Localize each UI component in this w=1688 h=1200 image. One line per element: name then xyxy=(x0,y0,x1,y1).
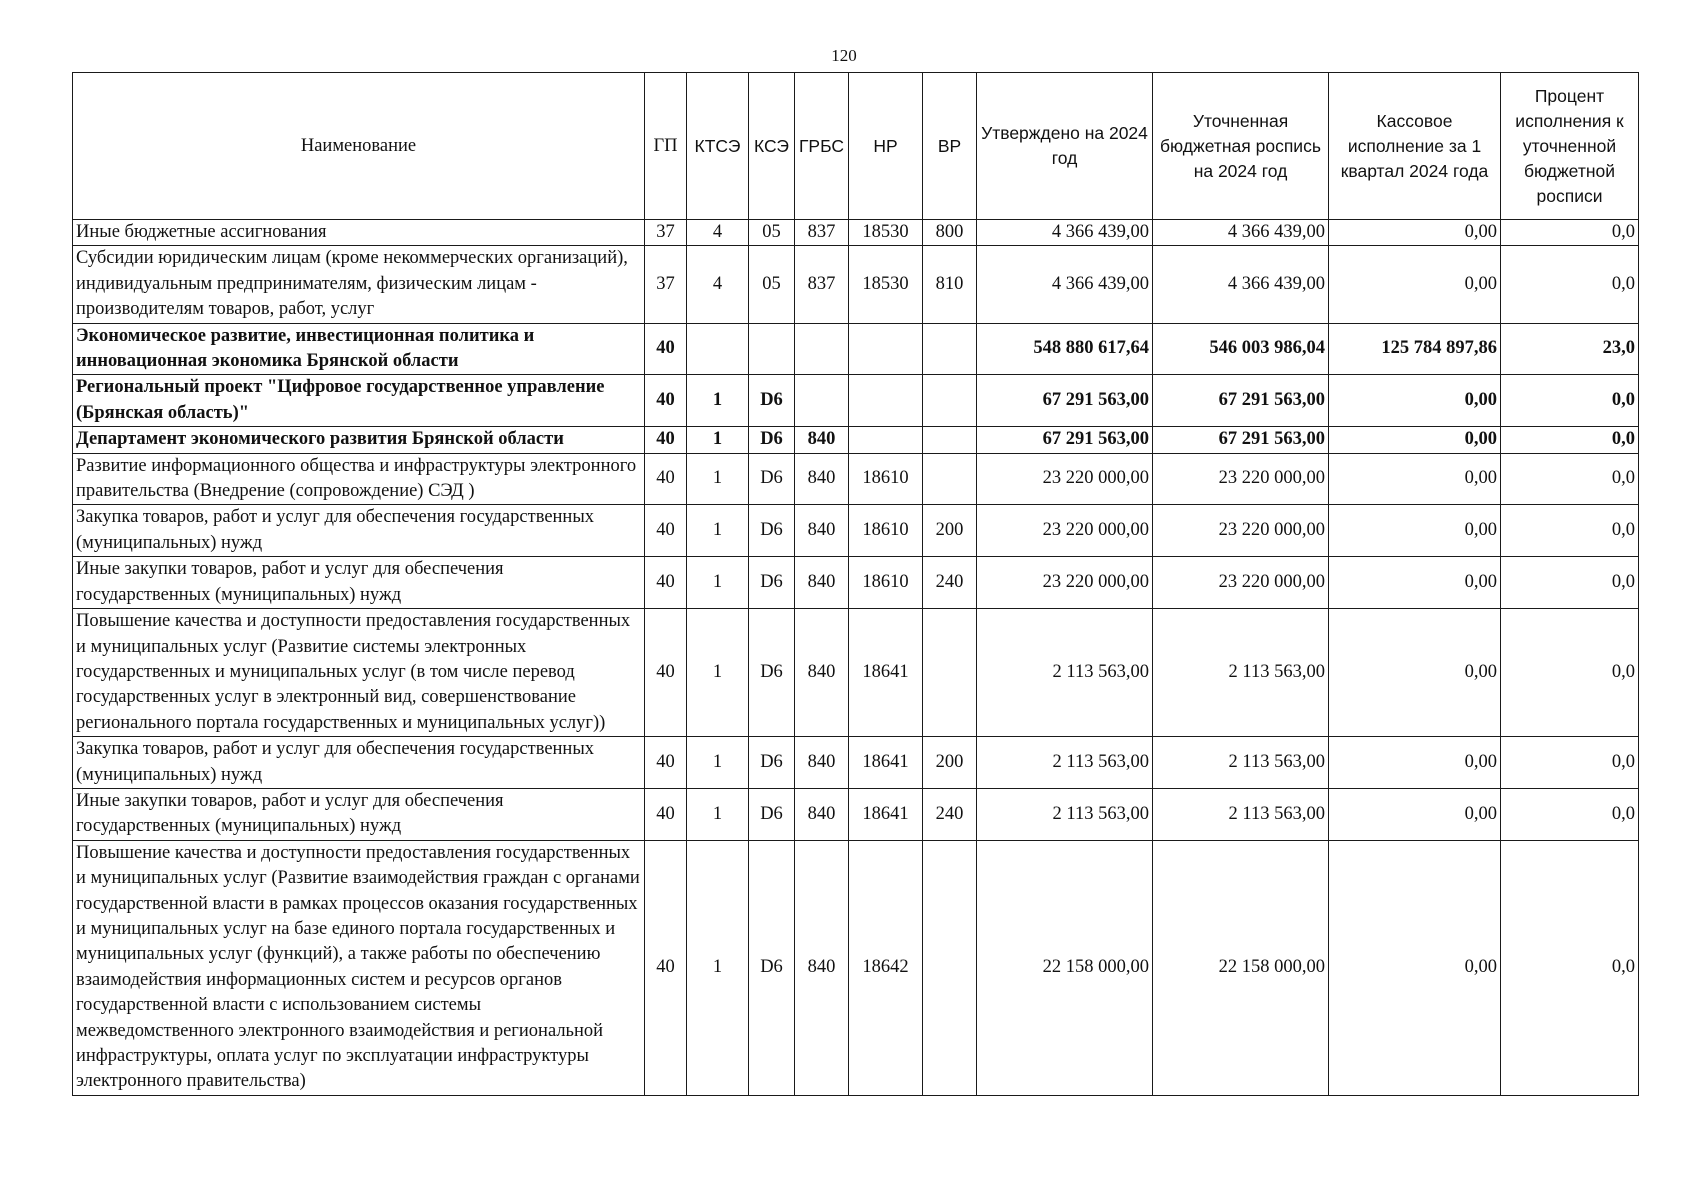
cell-cash: 0,00 xyxy=(1329,609,1501,737)
cell-grbs: 837 xyxy=(795,220,849,246)
cell-refined: 546 003 986,04 xyxy=(1153,323,1329,375)
cell-grbs: 840 xyxy=(795,505,849,557)
cell-name: Департамент экономического развития Брянской области xyxy=(73,427,645,453)
cell-nr: 18641 xyxy=(849,737,923,789)
table-row xyxy=(73,788,1639,840)
cell-kse: 05 xyxy=(749,220,795,246)
header-vr: ВР xyxy=(923,73,977,220)
cell-vr xyxy=(923,609,977,737)
cell-grbs: 840 xyxy=(795,609,849,737)
cell-percent: 0,0 xyxy=(1501,427,1639,453)
cell-grbs: 840 xyxy=(795,427,849,453)
table-row xyxy=(73,246,1639,323)
cell-name: Повышение качества и доступности предоставления государственных и муниципальных услуг (Развитие системы электронных государственных и муниципальных услуг (в том числе перевод государственных услуг в электронный вид, совершенствование регионального портала государственных и муниципальных услуг)) xyxy=(73,609,645,737)
cell-name: Закупка товаров, работ и услуг для обеспечения государственных (муниципальных) нужд xyxy=(73,505,645,557)
cell-nr: 18610 xyxy=(849,557,923,609)
cell-gp: 37 xyxy=(645,220,687,246)
cell-refined: 23 220 000,00 xyxy=(1153,453,1329,505)
cell-nr: 18610 xyxy=(849,453,923,505)
cell-vr: 810 xyxy=(923,246,977,323)
header-ktse: КТСЭ xyxy=(687,73,749,220)
cell-vr: 200 xyxy=(923,737,977,789)
cell-cash: 0,00 xyxy=(1329,557,1501,609)
cell-nr: 18530 xyxy=(849,220,923,246)
budget-table xyxy=(72,72,1639,1096)
cell-refined: 22 158 000,00 xyxy=(1153,840,1329,1095)
cell-refined: 23 220 000,00 xyxy=(1153,557,1329,609)
cell-grbs: 840 xyxy=(795,840,849,1095)
cell-grbs: 837 xyxy=(795,246,849,323)
cell-name: Иные бюджетные ассигнования xyxy=(73,220,645,246)
cell-ktse: 1 xyxy=(687,737,749,789)
cell-gp: 40 xyxy=(645,557,687,609)
cell-approved: 2 113 563,00 xyxy=(977,609,1153,737)
cell-name: Субсидии юридическим лицам (кроме некоммерческих организаций), индивидуальным предпринимателям, физическим лицам - производителям товаров, работ, услуг xyxy=(73,246,645,323)
cell-approved: 4 366 439,00 xyxy=(977,220,1153,246)
cell-grbs xyxy=(795,375,849,427)
cell-refined: 4 366 439,00 xyxy=(1153,246,1329,323)
cell-ktse: 1 xyxy=(687,609,749,737)
cell-gp: 40 xyxy=(645,609,687,737)
cell-cash: 0,00 xyxy=(1329,220,1501,246)
cell-vr xyxy=(923,840,977,1095)
cell-ktse: 4 xyxy=(687,246,749,323)
cell-vr xyxy=(923,375,977,427)
header-gp: ГП xyxy=(645,73,687,220)
cell-nr xyxy=(849,427,923,453)
cell-vr: 200 xyxy=(923,505,977,557)
cell-vr: 800 xyxy=(923,220,977,246)
cell-percent: 0,0 xyxy=(1501,453,1639,505)
cell-nr: 18642 xyxy=(849,840,923,1095)
cell-vr: 240 xyxy=(923,557,977,609)
cell-refined: 67 291 563,00 xyxy=(1153,375,1329,427)
cell-kse: D6 xyxy=(749,505,795,557)
cell-percent: 0,0 xyxy=(1501,505,1639,557)
cell-gp: 37 xyxy=(645,246,687,323)
cell-kse xyxy=(749,323,795,375)
cell-percent: 23,0 xyxy=(1501,323,1639,375)
table-row xyxy=(73,427,1639,453)
cell-refined: 2 113 563,00 xyxy=(1153,737,1329,789)
cell-refined: 2 113 563,00 xyxy=(1153,788,1329,840)
cell-gp: 40 xyxy=(645,840,687,1095)
cell-name: Закупка товаров, работ и услуг для обеспечения государственных (муниципальных) нужд xyxy=(73,737,645,789)
cell-nr: 18610 xyxy=(849,505,923,557)
cell-grbs xyxy=(795,323,849,375)
header-cash: Кассовое исполнение за 1 квартал 2024 года xyxy=(1329,73,1501,220)
cell-name: Иные закупки товаров, работ и услуг для обеспечения государственных (муниципальных) нужд xyxy=(73,557,645,609)
cell-refined: 2 113 563,00 xyxy=(1153,609,1329,737)
cell-ktse: 1 xyxy=(687,453,749,505)
cell-percent: 0,0 xyxy=(1501,609,1639,737)
table-row xyxy=(73,375,1639,427)
cell-kse: D6 xyxy=(749,453,795,505)
header-percent: Процент исполнения к уточненной бюджетной росписи xyxy=(1501,73,1639,220)
cell-vr xyxy=(923,453,977,505)
table-header xyxy=(73,73,1639,220)
cell-ktse: 1 xyxy=(687,505,749,557)
cell-cash: 0,00 xyxy=(1329,427,1501,453)
cell-ktse: 1 xyxy=(687,375,749,427)
cell-name: Повышение качества и доступности предоставления государственных и муниципальных услуг (Развитие взаимодействия граждан с органами государственной власти в рамках процессов оказания государственных и муниципальных услуг на базе единого портала государственных и муниципальных услуг (функций), а также работы по обеспечению взаимодействия информационных систем и ресурсов органов государственной власти с использованием системы межведомственного электронного взаимодействия и региональной инфраструктуры, оплата услуг по эксплуатации инфраструктуры электронного правительства) xyxy=(73,840,645,1095)
cell-gp: 40 xyxy=(645,737,687,789)
cell-cash: 0,00 xyxy=(1329,840,1501,1095)
cell-gp: 40 xyxy=(645,505,687,557)
cell-nr: 18641 xyxy=(849,609,923,737)
cell-cash: 0,00 xyxy=(1329,453,1501,505)
cell-refined: 23 220 000,00 xyxy=(1153,505,1329,557)
header-refined: Уточненная бюджетная роспись на 2024 год xyxy=(1153,73,1329,220)
table-row xyxy=(73,220,1639,246)
cell-ktse: 1 xyxy=(687,788,749,840)
table-row xyxy=(73,737,1639,789)
cell-approved: 22 158 000,00 xyxy=(977,840,1153,1095)
cell-ktse: 4 xyxy=(687,220,749,246)
cell-cash: 125 784 897,86 xyxy=(1329,323,1501,375)
cell-kse: D6 xyxy=(749,788,795,840)
cell-percent: 0,0 xyxy=(1501,840,1639,1095)
cell-approved: 23 220 000,00 xyxy=(977,453,1153,505)
cell-approved: 2 113 563,00 xyxy=(977,788,1153,840)
cell-percent: 0,0 xyxy=(1501,788,1639,840)
cell-percent: 0,0 xyxy=(1501,220,1639,246)
cell-nr xyxy=(849,323,923,375)
cell-cash: 0,00 xyxy=(1329,246,1501,323)
cell-kse: D6 xyxy=(749,609,795,737)
header-approved: Утверждено на 2024 год xyxy=(977,73,1153,220)
cell-gp: 40 xyxy=(645,323,687,375)
cell-cash: 0,00 xyxy=(1329,737,1501,789)
cell-ktse: 1 xyxy=(687,840,749,1095)
table-row xyxy=(73,323,1639,375)
cell-approved: 548 880 617,64 xyxy=(977,323,1153,375)
cell-cash: 0,00 xyxy=(1329,788,1501,840)
table-row xyxy=(73,609,1639,737)
cell-gp: 40 xyxy=(645,375,687,427)
cell-grbs: 840 xyxy=(795,737,849,789)
cell-name: Региональный проект "Цифровое государственное управление (Брянская область)" xyxy=(73,375,645,427)
cell-kse: D6 xyxy=(749,840,795,1095)
header-name: Наименование xyxy=(73,73,645,220)
cell-percent: 0,0 xyxy=(1501,737,1639,789)
cell-grbs: 840 xyxy=(795,557,849,609)
cell-vr: 240 xyxy=(923,788,977,840)
header-nr: НР xyxy=(849,73,923,220)
cell-approved: 4 366 439,00 xyxy=(977,246,1153,323)
cell-kse: D6 xyxy=(749,375,795,427)
cell-vr xyxy=(923,323,977,375)
table-row xyxy=(73,840,1639,1095)
cell-approved: 2 113 563,00 xyxy=(977,737,1153,789)
cell-refined: 67 291 563,00 xyxy=(1153,427,1329,453)
table-body xyxy=(73,220,1639,1096)
cell-nr xyxy=(849,375,923,427)
page-number: 120 xyxy=(831,46,857,65)
cell-percent: 0,0 xyxy=(1501,246,1639,323)
cell-name: Иные закупки товаров, работ и услуг для обеспечения государственных (муниципальных) нужд xyxy=(73,788,645,840)
cell-approved: 67 291 563,00 xyxy=(977,427,1153,453)
cell-refined: 4 366 439,00 xyxy=(1153,220,1329,246)
cell-grbs: 840 xyxy=(795,453,849,505)
table-row xyxy=(73,505,1639,557)
header-kse: КСЭ xyxy=(749,73,795,220)
cell-gp: 40 xyxy=(645,788,687,840)
cell-approved: 23 220 000,00 xyxy=(977,505,1153,557)
cell-cash: 0,00 xyxy=(1329,505,1501,557)
cell-nr: 18530 xyxy=(849,246,923,323)
cell-vr xyxy=(923,427,977,453)
cell-gp: 40 xyxy=(645,453,687,505)
cell-ktse: 1 xyxy=(687,557,749,609)
cell-nr: 18641 xyxy=(849,788,923,840)
cell-percent: 0,0 xyxy=(1501,375,1639,427)
cell-cash: 0,00 xyxy=(1329,375,1501,427)
cell-name: Экономическое развитие, инвестиционная политика и инновационная экономика Брянской области xyxy=(73,323,645,375)
cell-grbs: 840 xyxy=(795,788,849,840)
cell-kse: D6 xyxy=(749,737,795,789)
cell-ktse: 1 xyxy=(687,427,749,453)
cell-approved: 67 291 563,00 xyxy=(977,375,1153,427)
cell-ktse xyxy=(687,323,749,375)
cell-approved: 23 220 000,00 xyxy=(977,557,1153,609)
cell-percent: 0,0 xyxy=(1501,557,1639,609)
cell-gp: 40 xyxy=(645,427,687,453)
header-grbs: ГРБС xyxy=(795,73,849,220)
header-row xyxy=(73,73,1639,220)
cell-kse: D6 xyxy=(749,557,795,609)
cell-kse: D6 xyxy=(749,427,795,453)
cell-name: Развитие информационного общества и инфраструктуры электронного правительства (Внедрение (сопровождение) СЭД ) xyxy=(73,453,645,505)
table-row xyxy=(73,557,1639,609)
table-row xyxy=(73,453,1639,505)
cell-kse: 05 xyxy=(749,246,795,323)
